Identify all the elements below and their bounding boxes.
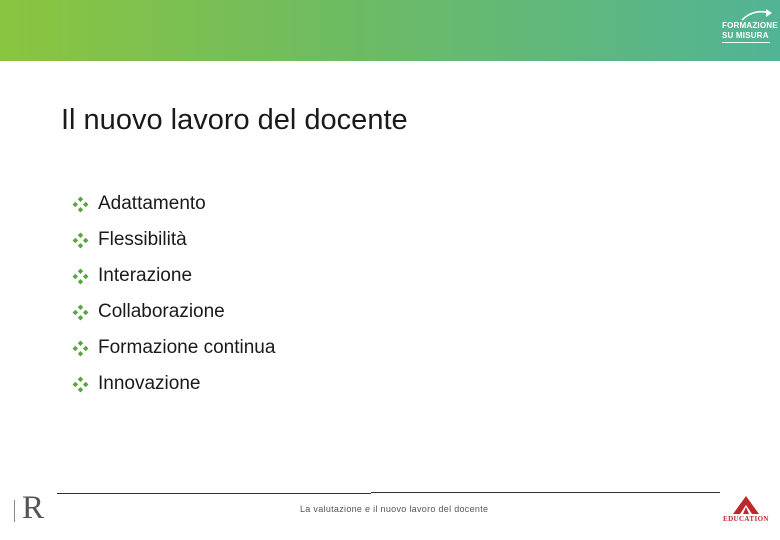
- education-logo: [723, 496, 771, 526]
- bullet-label: Flessibilità: [98, 229, 187, 250]
- slide-title: Il nuovo lavoro del docente: [61, 104, 408, 136]
- bullet-item: [72, 186, 275, 222]
- brand-line-2: SU MISURA: [722, 31, 769, 40]
- logo-letter: R: [22, 490, 45, 526]
- arrow-icon: [740, 8, 774, 22]
- triangle-logo-icon: [733, 496, 759, 514]
- bullet-label: Formazione continua: [98, 337, 276, 358]
- logo-side-rule: [14, 500, 20, 522]
- footer-divider-right: [371, 492, 720, 493]
- bullet-item: [72, 222, 275, 258]
- diamond-bullet-icon: [72, 340, 89, 357]
- education-logo-text: EDUCATION: [723, 515, 769, 523]
- footer-text: La valutazione e il nuovo lavoro del docente: [300, 504, 489, 514]
- bullet-item: [72, 258, 275, 294]
- diamond-bullet-icon: [72, 376, 89, 393]
- brand-divider: [722, 42, 770, 43]
- diamond-bullet-icon: [72, 232, 89, 249]
- bullet-label: Interazione: [98, 265, 193, 286]
- bullet-item: [72, 366, 275, 402]
- diamond-bullet-icon: [72, 196, 89, 213]
- diamond-bullet-icon: [72, 304, 89, 321]
- bullet-list: [72, 186, 275, 402]
- formazione-su-misura-logo: [720, 8, 778, 56]
- r-publisher-logo: [14, 490, 46, 527]
- brand-line-1: FORMAZIONE: [722, 21, 778, 30]
- footer-divider-left: [57, 493, 371, 494]
- bullet-label: Collaborazione: [98, 301, 225, 322]
- bullet-item: [72, 294, 275, 330]
- bullet-label: Adattamento: [98, 193, 206, 214]
- diamond-bullet-icon: [72, 268, 89, 285]
- bullet-label: Innovazione: [98, 373, 201, 394]
- bullet-item: [72, 330, 275, 366]
- header-band: [0, 0, 780, 61]
